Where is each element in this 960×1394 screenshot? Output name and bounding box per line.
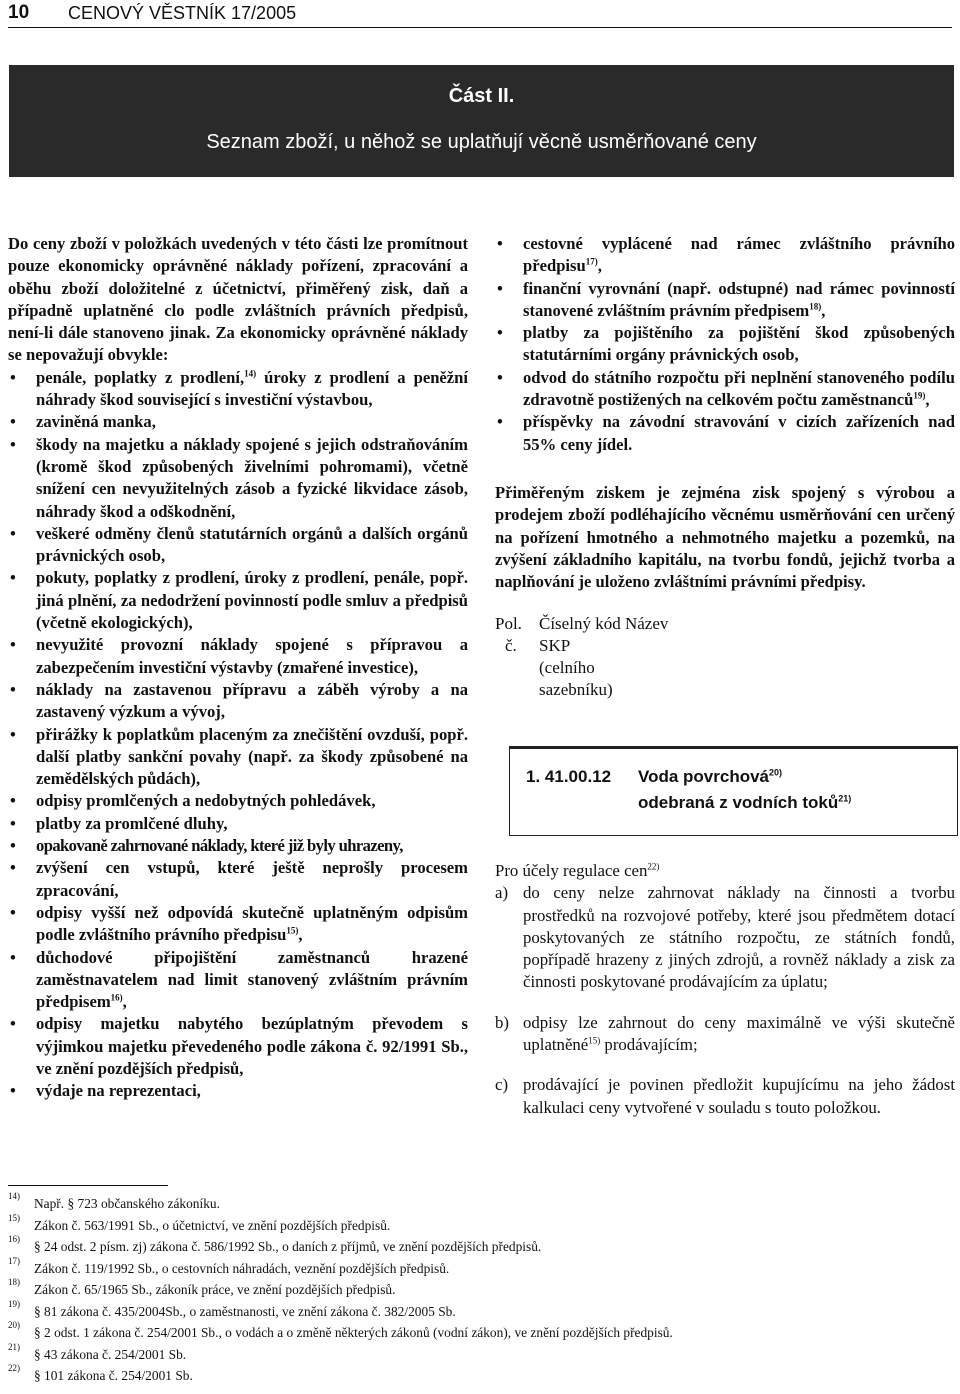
footnote: 16) § 24 odst. 2 písm. zj) zákona č. 586/1992 Sb., o daních z příjmů, ve znění pozdějších předpisů.	[8, 1234, 542, 1254]
left-column	[8, 233, 468, 1103]
item-name-line1: Voda povrchová$^{20)}$	[638, 767, 783, 786]
list-item: b) odpisy lze zahrnout do ceny maximálně ve výši skutečně uplatněné$^{15)}$ prodávajícím;	[495, 1012, 955, 1055]
section-banner	[9, 65, 954, 177]
list-item: • opakovaně zahrnované náklady, které již byly uhrazeny,	[8, 835, 468, 857]
footnote: 15) Zákon č. 563/1991 Sb., o účetnictví, ve znění pozdějších předpisů.	[8, 1212, 391, 1233]
regulation-section	[495, 860, 955, 1119]
footnote: 14) Např. § 723 občanského zákoníku.	[8, 1191, 220, 1211]
list-item: • pokuty, poplatky z prodlení, úroky z prodlení, penále, popř. jiná plnění, za nedodržení povinností podle smluv a předpisů (včetně ekologických),	[8, 567, 468, 634]
item-pol-code: 1. 41.00.12	[526, 767, 612, 786]
list-item: • zvýšení cen vstupů, které ještě neprošly procesem zpracování,	[8, 857, 468, 902]
col-pol-header: Pol. č.	[495, 614, 522, 656]
list-item: • nevyužité provozní náklady spojené s přípravou a zabezpečením investiční výstavby (zmařené investice),	[8, 634, 468, 679]
list-item: • odpisy promlčených a nedobytných pohledávek,	[8, 790, 468, 812]
list-item: • platby za pojištěního za pojištění škod způsobených statutárními orgány právnických osob,	[495, 322, 955, 367]
list-item: • výdaje na reprezentaci,	[8, 1080, 468, 1102]
header-rule	[8, 27, 952, 28]
list-item: • příspěvky na závodní stravování v cizích zařízeních nad 55% ceny jídel.	[495, 411, 955, 456]
list-item: • odpisy majetku nabytého bezúplatným převodem s výjimkou majetku převedeného podle zákona č. 92/1991 Sb., ve znění pozdějších předpisů,	[8, 1013, 468, 1080]
table-header	[495, 613, 955, 701]
list-item: • náklady na zastavenou přípravu a záběh výroby a na zastavený výzkum a vývoj,	[8, 679, 468, 724]
col-code-name-header: Číselný kód Název SKP (celního sazebníku)	[539, 614, 669, 700]
list-item: • veškeré odměny členů statutárních orgánů a dalších orgánů právnických osob,	[8, 523, 468, 568]
list-item: • odvod do státního rozpočtu při neplnění stanoveného podílu zdravotně postižených na celkovém počtu zaměstnanců$^{19)}$,	[495, 367, 955, 412]
footnote: 20) § 2 odst. 1 zákona č. 254/2001 Sb., o vodách a o změně některých zákonů (vodní zákon), ve znění pozdějších předpisů.	[8, 1320, 673, 1340]
section-title: Seznam zboží, u něhož se uplatňují věcně usměrňované ceny	[206, 131, 757, 153]
list-item: • penále, poplatky z prodlení,$^{14)}$ úroky z prodlení a peněžní náhrady škod související s investiční výstavbou,	[8, 367, 468, 412]
excluded-costs-list-continued	[495, 233, 955, 456]
footnote: 18) Zákon č. 65/1965 Sb., zákoník práce, ve znění pozdějších předpisů.	[8, 1277, 396, 1297]
list-item: • platby za promlčené dluhy,	[8, 813, 468, 835]
list-item: • přirážky k poplatkům placeným za znečištění ovzduší, popř. další platby sankční povahy (např. za škody způsobené na zemědělských půdách),	[8, 724, 468, 791]
footnote: 19) § 81 zákona č. 435/2004Sb., o zaměstnanosti, ve znění zákona č. 382/2005 Sb.	[8, 1298, 456, 1319]
footnote-rule	[8, 1185, 168, 1186]
item-name-line2: odebraná z vodních toků$^{21)}$	[638, 793, 852, 812]
profit-paragraph: Přiměřeným ziskem je zejména zisk spojený s výrobou a prodejem zboží podléhajícího věcnému usměrňování cen určený na pořízení hmotného a nehmotného majetku a pozemků, na zvýšení základního kapitálu, na tvorbu fondů, jejichž tvorba a naplňování je uloženo zvláštními právními předpisy.	[495, 482, 955, 592]
item-box	[509, 746, 958, 836]
list-item: a) do ceny nelze zahrnovat náklady na činnosti a tvorbu prostředků na rozvojové potřeby, které jsou předmětem dotací poskytovaných ze státního rozpočtu, ze státních fondů, popřípadě hrazeny z jiných zdrojů, a rovněž náklady a zisk za činnosti poskytované prodávajícím za úplatu;	[495, 883, 955, 992]
regulation-intro: Pro účely regulace cen$^{22)}$	[495, 861, 660, 880]
list-item: • důchodové připojištění zaměstnanců hrazené zaměstnavatelem nad limit stanovený zvláštním právním předpisem$^{16)}$,	[8, 947, 468, 1014]
excluded-costs-list	[8, 367, 468, 1103]
right-column	[495, 233, 955, 701]
intro-paragraph: Do ceny zboží v položkách uvedených v této části lze promítnout pouze ekonomicky oprávněné náklady pořízení, zpracování a oběhu zboží doložitelné z účetnictví, přiměřený zisk, daň a případně uplatněné clo podle zvláštních právních předpisů, není-li dále stanoveno jinak. Za ekonomicky oprávněné náklady se nepovažují obvykle:	[8, 234, 468, 365]
list-item: • odpisy vyšší než odpovídá skutečně uplatněným odpisům podle zvláštního právního předpisu$^{15)}$,	[8, 902, 468, 947]
footnote: 17) Zákon č. 119/1992 Sb., o cestovních náhradách, veznění pozdějších předpisů.	[8, 1255, 450, 1276]
list-item: • zaviněná manka,	[8, 411, 468, 433]
list-item: c) prodávající je povinen předložit kupujícímu na jeho žádost kalkulaci ceny vytvořené v souladu s touto položkou.	[495, 1075, 955, 1117]
footnotes	[8, 1193, 952, 1387]
part-heading: Část II.	[448, 85, 515, 107]
page-number: 10	[8, 2, 30, 23]
regulation-list	[495, 882, 955, 1119]
list-item: • finanční vyrovnání (např. odstupné) nad rámec povinností stanovené zvláštním právním předpisem$^{18)}$,	[495, 278, 955, 323]
footnote: 22) § 101 zákona č. 254/2001 Sb.	[8, 1363, 193, 1383]
footnote: 21) § 43 zákona č. 254/2001 Sb.	[8, 1341, 187, 1362]
page-header	[8, 0, 952, 26]
publication-title: CENOVÝ VĚSTNÍK 17/2005	[68, 3, 297, 23]
list-item: • cestovné vyplácené nad rámec zvláštního právního předpisu$^{17)}$,	[495, 233, 955, 278]
list-item: • škody na majetku a náklady spojené s jejich odstraňováním (kromě škod způsobených živelními pohromami), včetně snížení cen nevyužitelných zásob a fyzické likvidace zásob, náhrady škod a odškodnění,	[8, 434, 468, 523]
